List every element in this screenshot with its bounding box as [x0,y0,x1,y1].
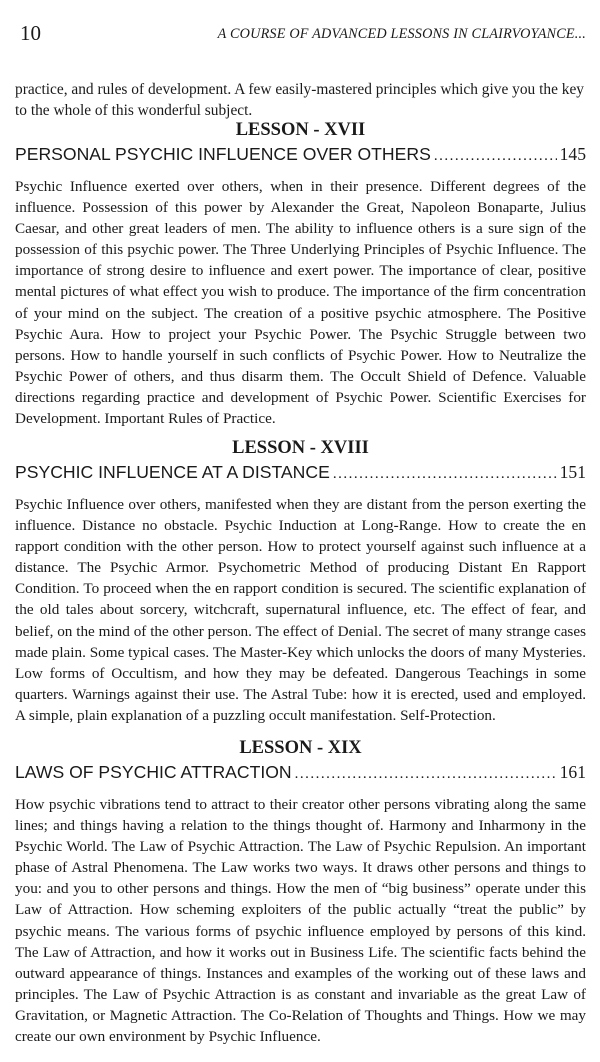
toc-entry-title: LAWS OF PSYCHIC ATTRACTION [15,762,292,782]
dot-leader [295,762,557,786]
lesson-description: How psychic vibrations tend to attract to their creator other persons vibrating along the same lines; and things having a relation to the things thought of. Harmony and Inharmony in the Psychic World. The Law of Psychic Attraction. The Law of Psychic Repulsion. An important phase of Astral Phenomena. The Law works two ways. It draws other persons and things to you: and you to other persons and things. How the men of “big business” operate under this Law of Attraction. How scheming exploiters of the public actually “treat the public” by psychic means. The various forms of psychic influence employed by persons of this kind. The Law of Attraction, and how it works out in Business Life. The scientific facts behind the outward appearance of things. Instances and examples of the working out of these laws and principles. The Law of Psychic Attraction is as constant and invariable as the great Law of Gravitation, or Magnetic Attraction. The Co-Relation of Thoughts and Things. How we may create our own environment by Psychic Influence. [15,796,586,1046]
toc-entry [15,760,586,786]
toc-entry-page: 161 [559,762,586,782]
lesson-section [15,436,586,726]
running-head [15,20,586,46]
dot-leader [333,462,557,486]
lesson-heading: LESSON - XVIII [232,438,369,458]
running-title: A COURSE OF ADVANCED LESSONS IN CLAIRVOYANCE... [217,26,586,42]
toc-entry-page: 151 [559,462,586,482]
lesson-section [15,118,586,429]
toc-entry [15,142,586,168]
page-number: 10 [20,21,41,45]
lesson-heading: LESSON - XVII [235,120,366,140]
lesson-section [15,736,586,1047]
lesson-description: Psychic Influence over others, manifested when they are distant from the person exerting the influence. Distance no obstacle. Psychic Induction at Long-Range. How to create the en rapport condition with the other person. How to protect yourself against such influence at a distance. The Psychic Armor. Psychometric Method of producing Distant En Rapport Condition. To proceed when the en rapport condition is secured. The scientific explanation of the old tales about sorcery, witchcraft, supernatural influence, etc. The effect of fear, and belief, on the mind of the other person. The effect of Denial. The secret of many strange cases made plain. Some typical cases. The Master-Key which unlocks the doors of many Mysteries. Low forms of Occultism, and how they may be defeated. Dangerous Teachings in some quarters. Warnings against their use. The Astral Tube: how it is erected, used and employed. A simple, plain explanation of a puzzling occult manifestation. Self-Protection. [15,496,586,724]
toc-entry-page: 145 [559,144,586,164]
intro-paragraph: practice, and rules of development. A few easily-mastered principles which give you the key to the whole of this wonderful subject. [15,81,584,120]
toc-entry-title: PSYCHIC INFLUENCE AT A DISTANCE [15,462,330,482]
toc-entry [15,460,586,486]
lesson-heading: LESSON - XIX [239,738,362,758]
lesson-description: Psychic Influence exerted over others, when in their presence. Different degrees of the influence. Possession of this power by Alexander the Great, Napoleon Bonaparte, Julius Caesar, and other great leaders of men. The ability to influence others is a sure sign of the possession of this psychic power. The Three Underlying Principles of Psychic Influence. The importance of strong desire to influence and exert power. The importance of clear, positive mental pictures of what effect you wish to produce. The importance of the firm concentration of your mind on the subject. The creation of a positive psychic atmosphere. The Positive Psychic Aura. How to project your Psychic Power. The Psychic Struggle between two persons. How to handle yourself in such conflicts of Psychic Power. How to Neutralize the Psychic Power of others, and thus disarm them. The Occult Shield of Defence. Valuable directions regarding practice and development of Psychic Power. Scientific Exercises for Development. Important Rules of Practice. [15,178,586,428]
dot-leader [434,144,557,168]
toc-entry-title: PERSONAL PSYCHIC INFLUENCE OVER OTHERS [15,144,431,164]
